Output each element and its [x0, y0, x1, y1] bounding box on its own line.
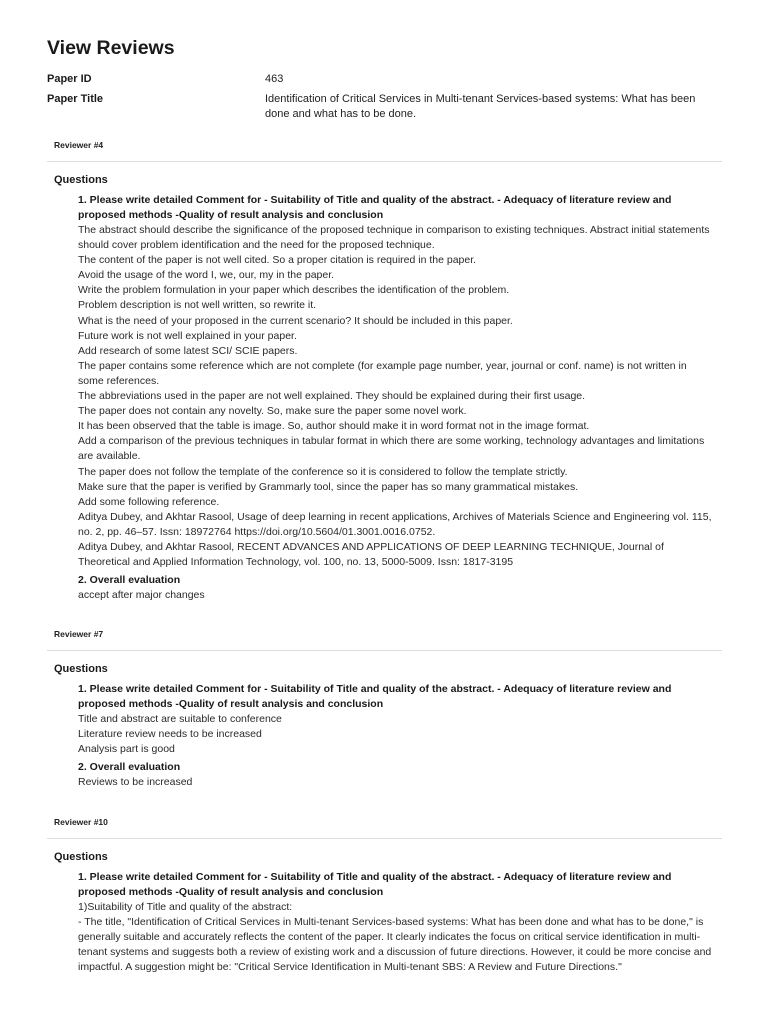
answer-line: Add a comparison of the previous techniques in tabular format in which there are some working, technology advantages and limitations are available.: [78, 435, 705, 463]
overall-evaluation-value: Reviews to be increased: [78, 776, 193, 789]
reviewer-label: Reviewer #7: [54, 629, 104, 639]
answer-line: Aditya Dubey, and Akhtar Rasool, RECENT ADVANCES AND APPLICATIONS OF DEEP LEARNING TECHNIQUE, Journal of Theoretical and Applied Information Technology, vol. 100, no. 13, 5000-5009. Issn: 1817-3195: [78, 540, 664, 569]
review-question-block: [78, 870, 713, 975]
answer-line: Aditya Dubey, and Akhtar Rasool, Usage of deep learning in recent applications, Archives of Materials Science and Engineering vol. 115, no. 2, pp. 46–57. Issn: 18972764 https://doi.org/10.5604/01.3001.0016.0752.: [78, 510, 712, 538]
answer-line: Problem description is not well written, so rewrite it.: [78, 299, 317, 312]
question-1-answer: [78, 900, 713, 975]
reviewer-label: Reviewer #4: [54, 140, 104, 150]
questions-heading: Questions: [54, 851, 108, 863]
question-2-title: 2. Overall evaluation: [78, 761, 181, 774]
answer-line: The abbreviations used in the paper are not well explained. They should be explained during their first usage.: [78, 390, 586, 403]
answer-line: The abstract should describe the significance of the proposed technique in comparison to existing techniques. Abstract initial statements should cover problem identification and the need for the proposed technique.: [78, 224, 710, 252]
answer-line: The paper does not contain any novelty. So, make sure the paper some novel work.: [78, 405, 467, 418]
paper-title-value: Identification of Critical Services in Multi-tenant Services-based systems: What has been done and what has to be done.: [265, 93, 696, 120]
overall-evaluation-value: accept after major changes: [78, 589, 205, 602]
answer-line: Analysis part is good: [78, 743, 175, 756]
answer-line: The paper does not follow the template of the conference so it is considered to follow the template strictly.: [78, 465, 568, 478]
review-question-block: [78, 193, 713, 603]
section-divider: [47, 650, 722, 651]
answer-line: It has been observed that the table is image. So, author should make it in word format not in the image format.: [78, 420, 590, 433]
answer-line: Literature review needs to be increased: [78, 728, 262, 741]
review-question-block: [78, 682, 713, 790]
questions-heading: Questions: [54, 174, 108, 186]
paper-id-label: Paper ID: [47, 73, 92, 85]
answer-line: What is the need of your proposed in the current scenario? It should be included in this paper.: [78, 314, 513, 327]
question-1-answer: [78, 712, 713, 757]
answer-line: Title and abstract are suitable to conference: [78, 713, 282, 725]
answer-line: Avoid the usage of the word I, we, our, my in the paper.: [78, 269, 335, 282]
question-1-title: 1. Please write detailed Comment for - Suitability of Title and quality of the abstract. - Adequacy of literature review and proposed methods -Quality of result analysis and conclusion: [78, 194, 672, 221]
question-1-answer: [78, 223, 713, 570]
answer-line: The paper contains some reference which are not complete (for example page number, year, journal or conf. name) is not written in some references.: [78, 359, 687, 387]
page-title: View Reviews: [47, 37, 175, 59]
answer-line: Make sure that the paper is verified by Grammarly tool, since the paper has so many grammatical mistakes.: [78, 480, 579, 493]
question-1-title: 1. Please write detailed Comment for - Suitability of Title and quality of the abstract. - Adequacy of literature review and proposed methods -Quality of result analysis and conclusion: [78, 683, 672, 710]
paper-id-value: 463: [265, 73, 284, 85]
answer-line: Add research of some latest SCI/ SCIE papers.: [78, 344, 298, 357]
questions-heading: Questions: [54, 663, 108, 675]
answer-line: Future work is not well explained in your paper.: [78, 329, 297, 342]
reviewer-label: Reviewer #10: [54, 817, 108, 827]
question-2-title: 2. Overall evaluation: [78, 574, 181, 587]
answer-line: Write the problem formulation in your paper which describes the identification of the problem.: [78, 284, 510, 297]
question-1-title: 1. Please write detailed Comment for - Suitability of Title and quality of the abstract. - Adequacy of literature review and proposed methods -Quality of result analysis and conclusion: [78, 871, 672, 898]
paper-title-label: Paper Title: [47, 93, 104, 105]
answer-line: The content of the paper is not well cited. So a proper citation is required in the paper.: [78, 254, 477, 267]
answer-line: Add some following reference.: [78, 495, 220, 508]
section-divider: [47, 161, 722, 162]
answer-line: 1)Suitability of Title and quality of the abstract:: [78, 901, 293, 913]
section-divider: [47, 838, 722, 839]
answer-line: - The title, "Identification of Critical Services in Multi-tenant Services-based systems: What has been done and what has to be done," is generally suitable and accurately reflects the content of the paper. It clearly indicates the focus on critical service identification in multi-tenant systems and suggests both a review of existing work and a discussion of future directions. However, it could be more concise and impactful. A suggestion might be: "Critical Service Identification in Multi-tenant SBS: A Review and Future Directions.": [78, 916, 712, 974]
